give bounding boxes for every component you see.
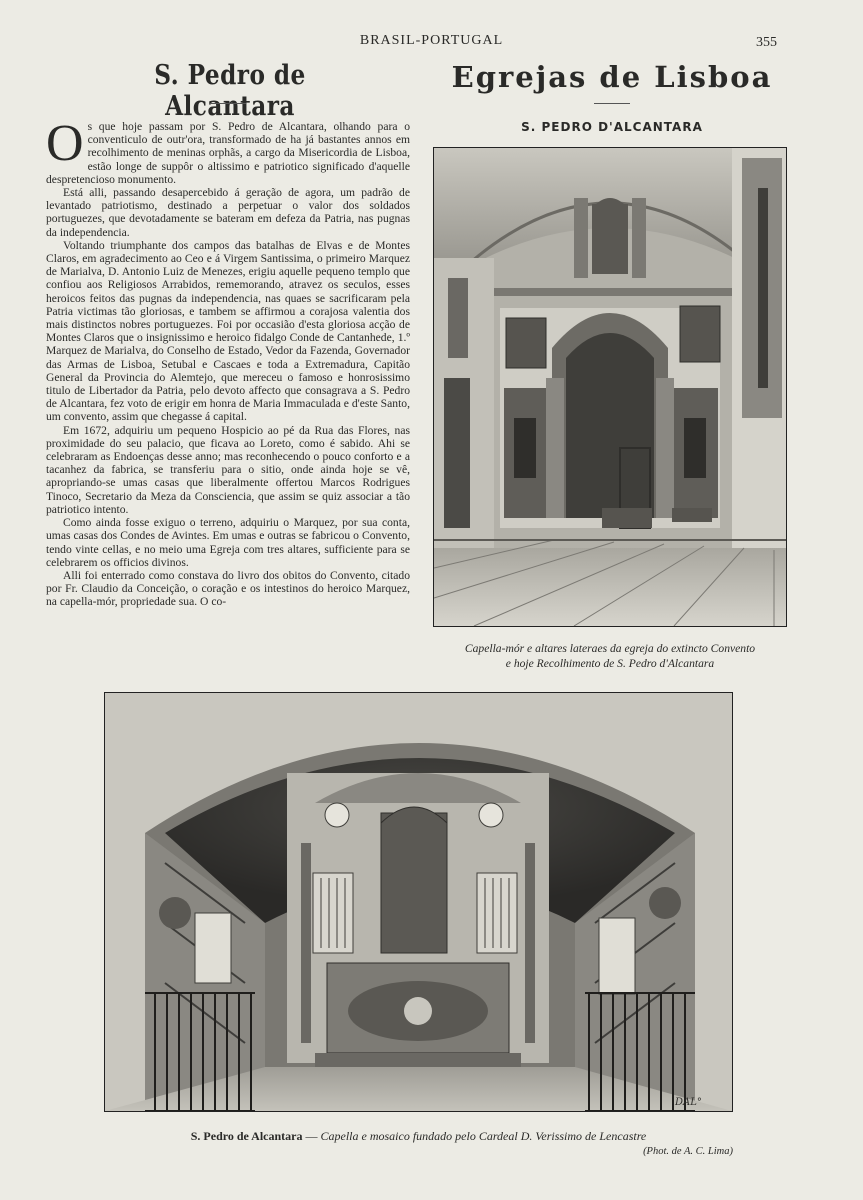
caption-line: Capella-mór e altares lateraes da egreja do extincto Convento: [464, 642, 756, 655]
title-rule-right: [594, 103, 630, 104]
photo-credit: (Phot. de A. C. Lima): [643, 1146, 733, 1157]
page-number: 355: [756, 35, 777, 50]
dropcap: O: [46, 115, 84, 172]
title-rule-left: [210, 103, 246, 104]
figure-caption-2: [104, 1129, 733, 1144]
article-paragraph: Voltando triumphante dos campos das batalhas de Elvas e de Montes Claros, em agradecimento ao Ceo e á Virgem Santissima, o primeiro Marquez de Marialva, D. Antonio Luiz de Menezes, erigiu aquelle pequeno templo que confiou aos Religiosos Arrabidos, rememorando, atravez os seculos, esses heroicos feitos das pugnas da independencia, nas quaes se sacrificaram pela Patria victimas tão gloriosas, e tambem se affirmou a corajosa valentia dos mais distinctos nobres portuguezes. Foi por occasião d'esta gloriosa acção de Montes Claros que o insignissimo e heroico fidalgo Conde de Cantanhede, 1.º Marquez de Marialva, do Conselho de Estado, Vedor da Fazenda, Governador das Armas de Lisboa, Setubal e Cascaes e toda a Extremadura, Capitão General da Provincia do Alemtejo, que mereceu o famoso e honrosissimo titulo de Libertador da Patria, pelo devoto affecto que consagrava a S. Pedro de Alcantara, fez voto de erigir em honra de Maria Immaculada e d'este Santo, um convento, assim que chegasse á capital.: [46, 238, 410, 424]
article-paragraph: Como ainda fosse exiguo o terreno, adquiriu o Marquez, por sua conta, umas casas dos Condes de Avintes. Em umas e outras se fabricou o Convento, tendo vinte cellas, e no meio uma Egreja com tres altares, sufficiente para se celebrarem os officios divinos.: [46, 516, 410, 569]
section-subtitle: S. PEDRO D'ALCANTARA: [521, 120, 703, 134]
article-paragraph: Alli foi enterrado como constava do livro dos obitos do Convento, citado por Fr. Claudio da Conceição, o coração e os intestinos do heroico Marquez, na capella-mór, propriedade sua. O co-: [46, 568, 410, 609]
chapel-mosaic-illustration: [105, 693, 732, 1111]
photographer-signature: DAL°: [675, 1097, 702, 1108]
church-chancel-illustration: [434, 148, 786, 626]
article-body: [46, 115, 410, 609]
section-title: Egrejas de Lisboa: [451, 60, 773, 94]
article-paragraph: Em 1672, adquiriu um pequeno Hospicio ao pé da Rua das Flores, nas proximidade do seu palacio, que ficava ao Loreto, como é sabido. Ahi se celebraram as Endoenças desse anno; mas reconhecendo o pouco conforto e a tacanhez da fabrica, se transferiu para o sitio, onde ainda hoje se vê, apropriando-se umas casas que liberalmente offertou Marcos Rodrigues Tinoco, Secretario da Meza da Consciencia, que assim se quiz associar a tão patriotico intento.: [46, 423, 410, 516]
paragraph-text: s que hoje passam por S. Pedro de Alcantara, olhando para o conventiculo de outr'ora, transformado de ha já bastantes annos em recolhimento de meninas orphãs, a cargo da Misericordia de Lisboa, estão longe de suppôr o altissimo e patriotico significado d'aquelle despretencioso monumento.: [46, 120, 410, 186]
running-head: BRASIL-PORTUGAL: [359, 33, 504, 48]
figure-caption-1: [432, 641, 788, 671]
caption-separator: —: [302, 1129, 321, 1143]
caption-text: Capella e mosaico fundado pelo Cardeal D. Verissimo de Lencastre: [320, 1129, 647, 1143]
article-paragraph: [46, 115, 410, 186]
article-paragraph: Está alli, passando desapercebido á geração de agora, um padrão de levantado patriotismo, destinado a perpetuar o valor dos soldados portuguezes, que devotadamente se bateram em defeza da Patria, nas pugnas da independencia.: [46, 186, 410, 239]
photo-chapel-mosaic: [104, 692, 733, 1112]
caption-title: S. Pedro de Alcantara: [190, 1129, 303, 1143]
article-title: S. Pedro de Alcantara: [154, 60, 306, 122]
caption-line: e hoje Recolhimento de S. Pedro d'Alcantara: [505, 657, 715, 670]
photo-church-chancel: [433, 147, 787, 627]
